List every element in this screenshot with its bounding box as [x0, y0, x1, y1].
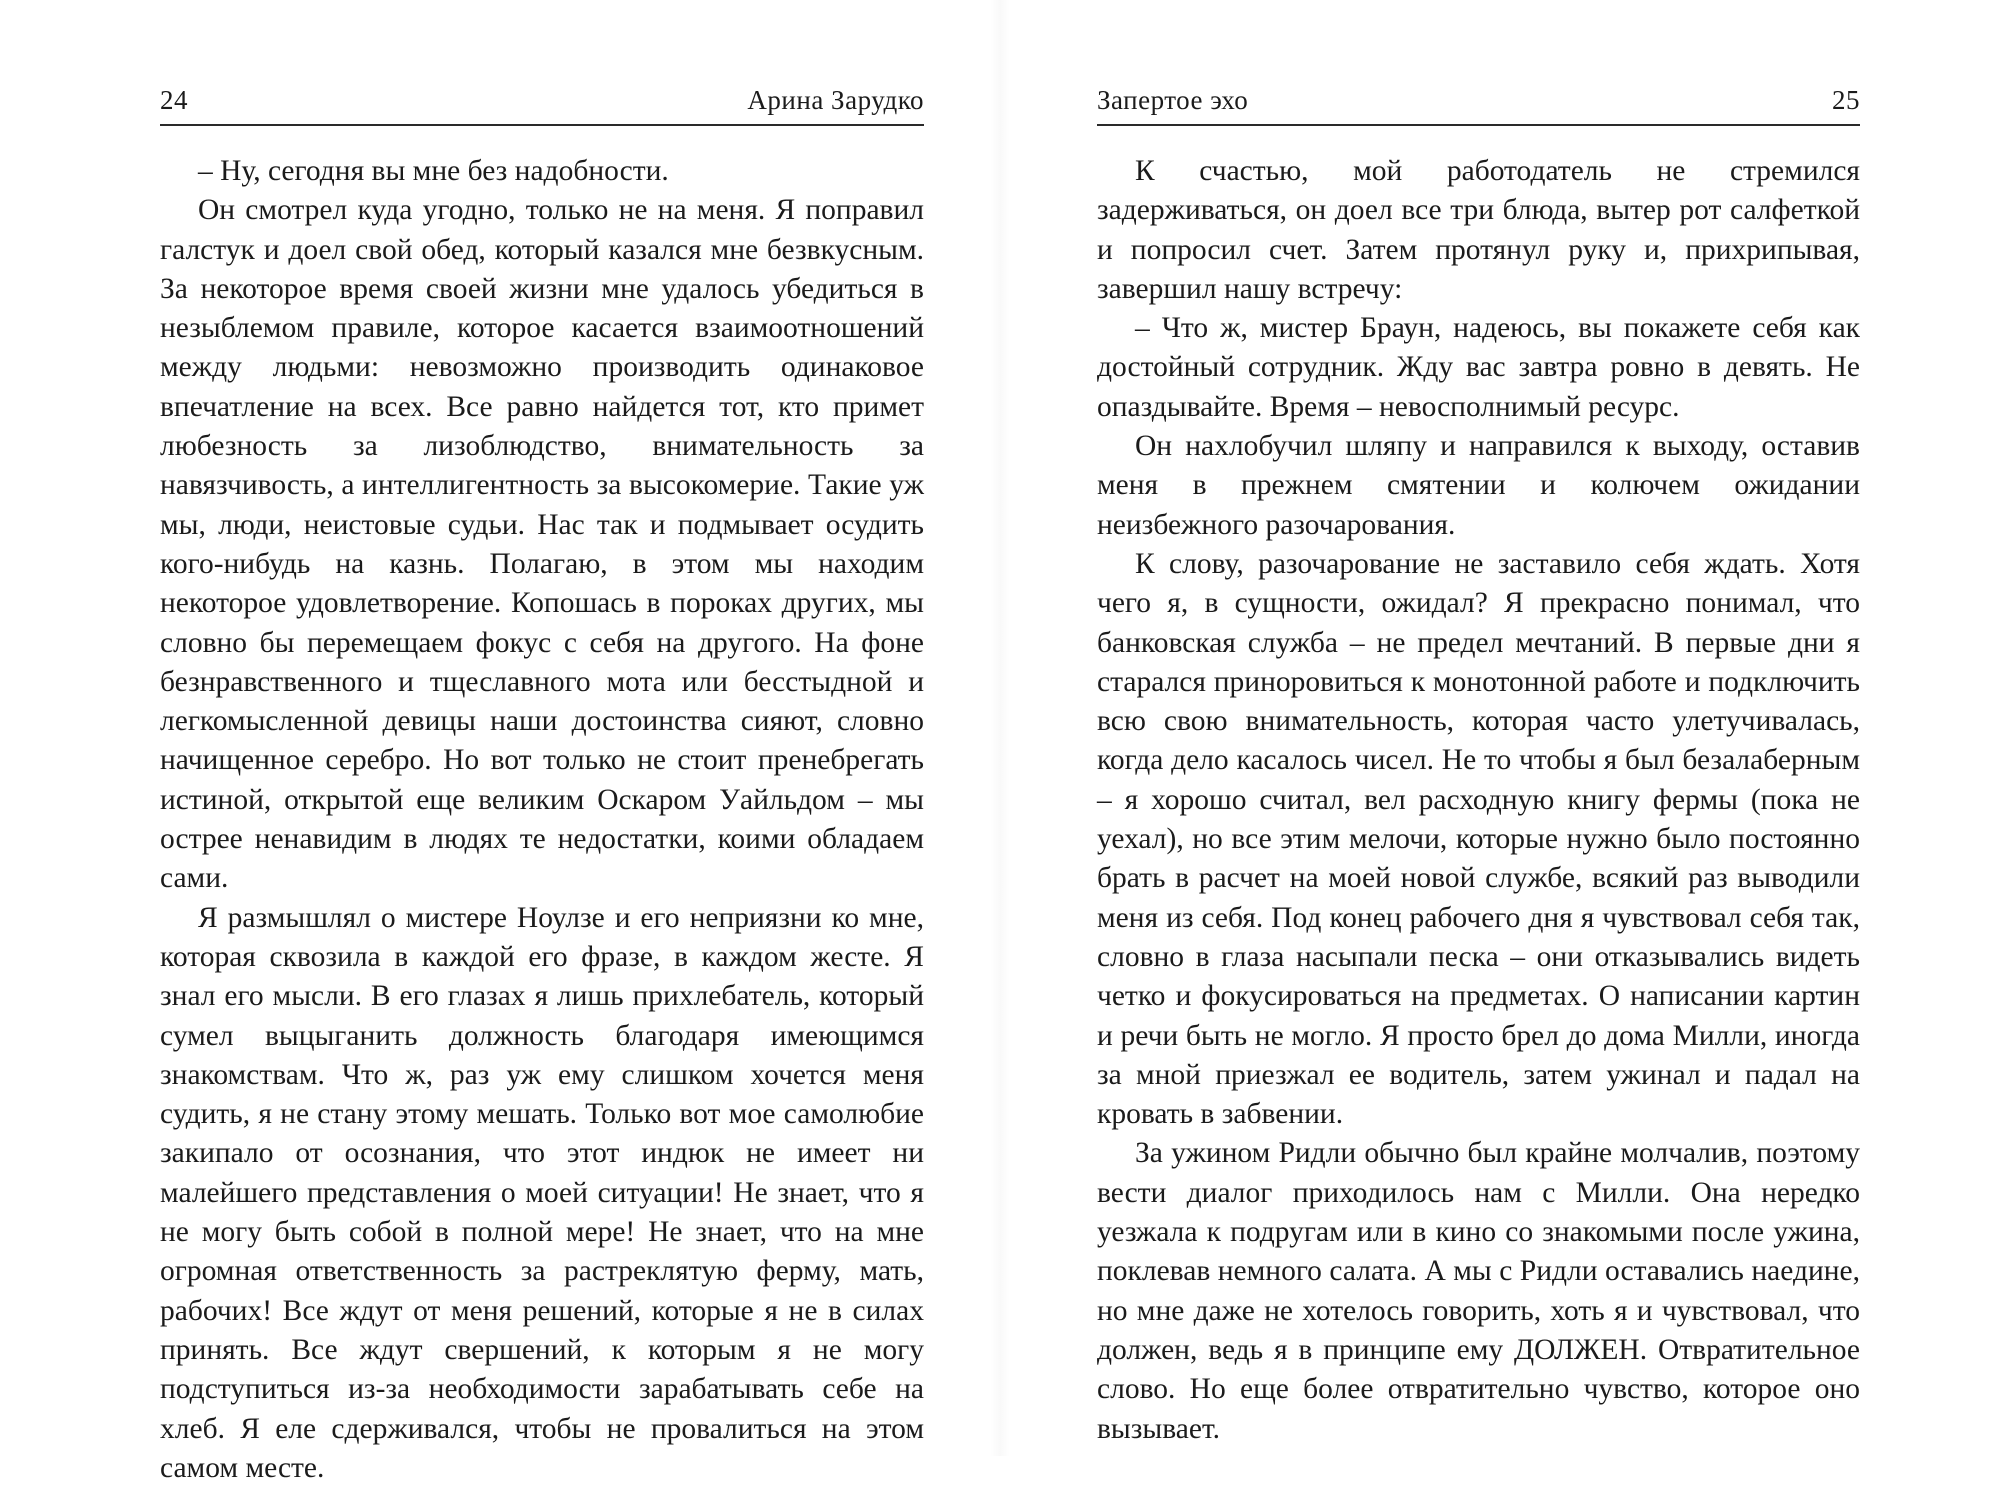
left-page-text: [160, 152, 924, 1488]
right-page-text: [1097, 152, 1860, 1449]
book-gutter: [990, 0, 1010, 1456]
left-page-number: 24: [160, 85, 188, 115]
left-running-title-author: Арина Зарудко: [747, 85, 924, 115]
left-running-head: [160, 78, 924, 122]
left-paragraph: Я размышлял о мистере Ноулзе и его неприязни ко мне, которая сквозила в каждой его фразе, в каждом жесте. Я знал его мысли. В его глазах я лишь прихлебатель, который сумел выцыганить должность благодаря имеющимся знакомствам. Что ж, раз уж ему слишком хочется меня судить, я не стану этому мешать. Только вот мое самолюбие закипало от осознания, что этот индюк не имеет ни малейшего представления о моей ситуации! Не знает, что я не могу быть собой в полной мере! Не знает, что на мне огромная ответственность за растреклятую ферму, мать, рабочих! Все ждут от меня решений, которые я не в силах принять. Все ждут свершений, к которым я не могу подступиться из-за необходимости зарабатывать себе на хлеб. Я еле сдерживался, чтобы не провалиться на этом самом месте.: [160, 901, 924, 1484]
right-header-rule: [1097, 124, 1860, 126]
left-paragraph: Он смотрел куда угодно, только не на меня. Я поправил галстук и доел свой обед, который казался мне безвкусным. За некоторое время своей жизни мне удалось убедиться в незыблемом правиле, которое касается взаимоотношений между людьми: невозможно производить одинаковое впечатление на всех. Все равно найдется тот, кто примет любезность за лизоблюдство, внимательность за навязчивость, а интеллигентность за высокомерие. Такие уж мы, люди, неистовые судьи. Нас так и подмывает осудить кого-нибудь на казнь. Полагаю, в этом мы находим некоторое удовлетворение. Копошась в пороках других, мы словно бы перемещаем фокус с себя на другого. На фоне безнравственного и тщеславного мота или бесстыдной и легкомысленной девицы наши достоинства сияют, словно начищенное серебро. Но вот только не стоит пренебрегать истиной, открытой еще великим Оскаром Уайльдом – мы острее ненавидим в людях те недостатки, коими обладаем сами.: [160, 194, 924, 895]
right-paragraph: Он нахлобучил шляпу и направился к выходу, оставив меня в прежнем смятении и колючем ожидании неизбежного разочарования.: [1097, 430, 1860, 541]
right-page: [1097, 0, 1860, 1456]
right-running-head: [1097, 78, 1860, 122]
left-header-rule: [160, 124, 924, 126]
right-paragraph: К слову, разочарование не заставило себя ждать. Хотя чего я, в сущности, ожидал? Я прекрасно понимал, что банковская служба – не предел мечтаний. В первые дни я старался приноровиться к монотонной работе и подключить всю свою внимательность, которая часто улетучивалась, когда дело касалось чисел. Не то чтобы я был безалаберным – я хорошо считал, вел расходную книгу фермы (пока не уехал), но все этим мелочи, которые нужно было постоянно брать в расчет на моей новой службе, всякий раз выводили меня из себя. Под конец рабочего дня я чувствовал себя так, словно в глаза насыпали песка – они отказывались видеть четко и фокусироваться на предметах. О написании картин и речи быть не могло. Я просто брел до дома Милли, иногда за мной приезжал ее водитель, затем ужинал и падал на кровать в забвении.: [1097, 547, 1860, 1131]
right-paragraph: К счастью, мой работодатель не стремился задерживаться, он доел все три блюда, вытер рот салфеткой и попросил счет. Затем протянул руку и, прихрипывая, завершил нашу встречу:: [1097, 155, 1860, 305]
right-paragraph: За ужином Ридли обычно был крайне молчалив, поэтому вести диалог приходилось нам с Милли. Она нередко уезжала к подругам или в кино со знакомыми после ужина, поклевав немного салата. А мы с Ридли оставались наедине, но мне даже не хотелось говорить, хоть я и чувствовал, что должен, ведь я в принципе ему ДОЛЖЕН. Отвратительное слово. Но еще более отвратительно чувство, которое оно вызывает.: [1097, 1137, 1860, 1445]
right-running-title-book: Запертое эхо: [1097, 85, 1249, 115]
left-paragraph: – Ну, сегодня вы мне без надобности.: [198, 155, 669, 187]
right-page-number: 25: [1832, 85, 1860, 115]
right-paragraph: – Что ж, мистер Браун, надеюсь, вы покажете себя как достойный сотрудник. Жду вас завтра ровно в девять. Не опаздывайте. Время – невосполнимый ресурс.: [1097, 312, 1860, 423]
left-page: [160, 0, 924, 1484]
